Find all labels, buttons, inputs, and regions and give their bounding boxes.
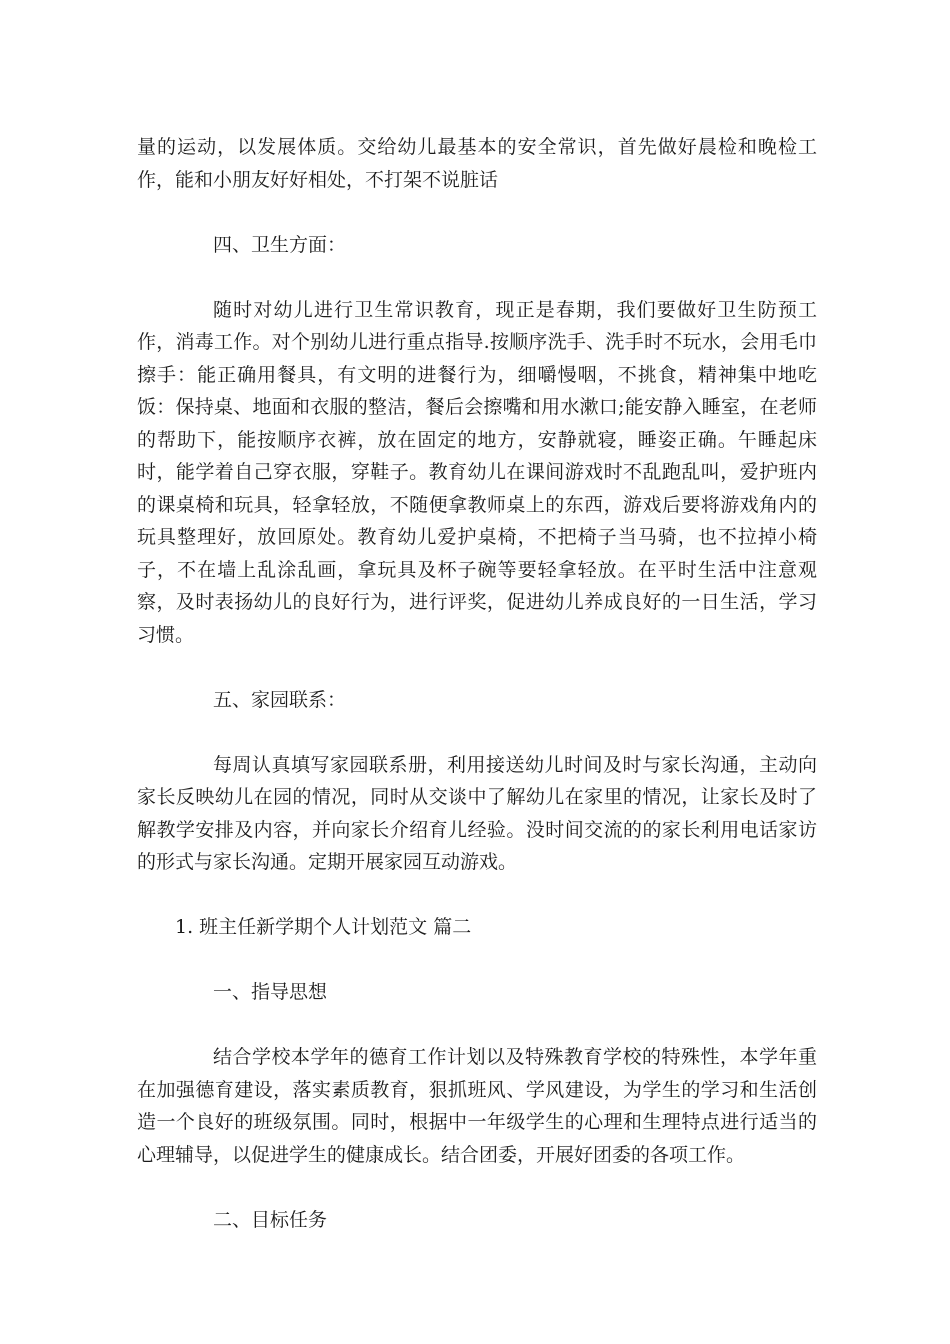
- paragraph-safety-continued: 量的运动，以发展体质。交给幼儿最基本的安全常识，首先做好晨检和晚检工作，能和小朋友好好相处，不打架不说脏话: [137, 136, 817, 191]
- heading-guiding-ideology: 一、指导思想: [213, 981, 328, 1003]
- heading-home-school-contact: 五、家园联系：: [213, 688, 347, 711]
- section-title-part-two: 1. 班主任新学期个人计划范文 篇二: [175, 916, 472, 938]
- paragraph-guiding-ideology: 结合学校本学年的德育工作计划以及特殊教育学校的特殊性，本学年重在加强德育建设，落实素质教育，狠抓班风、学风建设，为学生的学习和生活创造一个良好的班级氛围。同时，根据中一年级学生的心理和生理特点进行适当的心理辅导，以促进学生的健康成长。结合团委，开展好团委的各项工作。: [137, 1046, 817, 1166]
- paragraph-hygiene: 随时对幼儿进行卫生常识教育，现正是春期，我们要做好卫生防预工作，消毒工作。对个别幼儿进行重点指导.按顺序洗手、洗手时不玩水，会用毛巾擦手：能正确用餐具，有文明的进餐行为，细嚼慢咽，不挑食，精神集中地吃饭：保持桌、地面和衣服的整洁，餐后会擦嘴和用水漱口;能安静入睡室，在老师的帮助下，能按顺序衣裤，放在固定的地方，安静就寝，睡姿正确。午睡起床时，能学着自己穿衣服，穿鞋子。教育幼儿在课间游戏时不乱跑乱叫，爱护班内的课桌椅和玩具，轻拿轻放，不随便拿教师桌上的东西，游戏后要将游戏角内的玩具整理好，放回原处。教育幼儿爱护桌椅，不把椅子当马骑，也不拉掉小椅子，不在墙上乱涂乱画，拿玩具及杯子碗等要轻拿轻放。在平时生活中注意观察，及时表扬幼儿的良好行为，进行评奖，促进幼儿养成良好的一日生活，学习习惯。: [137, 298, 817, 646]
- paragraph-home-school-contact: 每周认真填写家园联系册，利用接送幼儿时间及时与家长沟通，主动向家长反映幼儿在园的情况，同时从交谈中了解幼儿在家里的情况，让家长及时了解教学安排及内容，并向家长介绍育儿经验。没时间交流的的家长利用电话家访的形式与家长沟通。定期开展家园互动游戏。: [137, 753, 817, 873]
- heading-goals-tasks: 二、目标任务: [213, 1208, 328, 1231]
- document-page: [137, 131, 817, 1236]
- heading-hygiene: 四、卫生方面：: [213, 233, 347, 256]
